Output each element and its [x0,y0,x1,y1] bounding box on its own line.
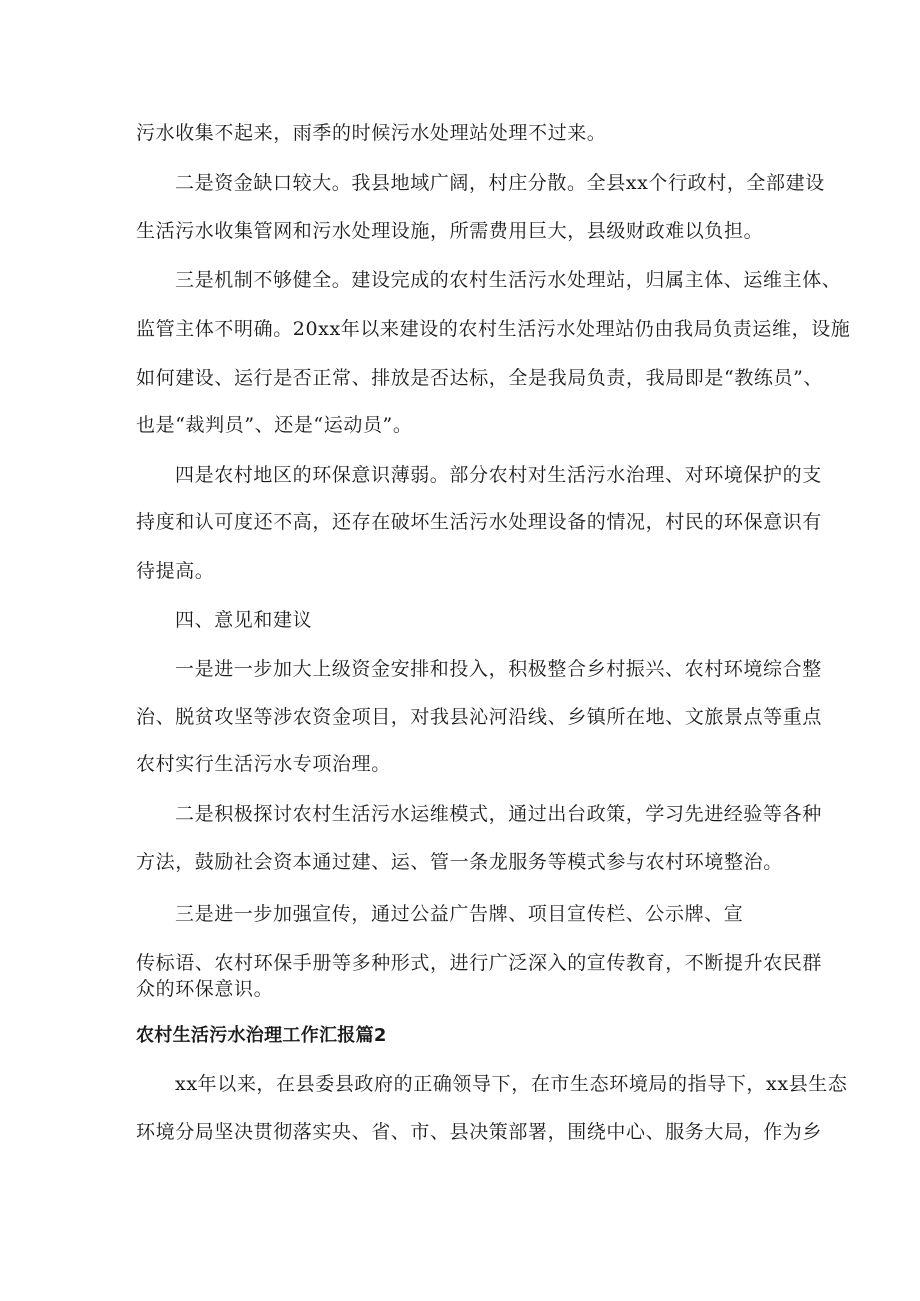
text-line: 众的环保意识。 [136,978,274,1000]
text-line: 三是进一步加强宣传，通过公益广告牌、项目宣传栏、公示牌、宣 [175,903,744,925]
text-line: 传标语、农村环保手册等多种形式，进行广泛深入的宣传教育，不断提升农民群 [136,952,823,974]
text-line: 监管主体不明确。20xx年以来建设的农村生活污水处理站仍由我局负责运维，设施 [136,318,851,340]
text-line: 污水收集不起来，雨季的时候污水处理站处理不过来。 [136,122,607,144]
text-line: 治、脱贫攻坚等涉农资金项目，对我县沁河沿线、乡镇所在地、文旅景点等重点 [136,706,823,728]
article-heading: 农村生活污水治理工作汇报篇2 [136,1025,387,1046]
text-line: 待提高。 [136,560,215,582]
text-line: 持度和认可度还不高，还存在破坏生活污水处理设备的情况，村民的环保意识有 [136,511,823,533]
text-line: 三是机制不够健全。建设完成的农村生活污水处理站，归属主体、运维主体、 [175,269,842,291]
text-line: 方法，鼓励社会资本通过建、运、管一条龙服务等模式参与农村环境整治。 [136,851,783,873]
text-line: 生活污水收集管网和污水处理设施，所需费用巨大，县级财政难以负担。 [136,220,764,242]
text-line: 农村实行生活污水专项治理。 [136,753,391,775]
text-line: 二是资金缺口较大。我县地域广阔，村庄分散。全县xx个行政村，全部建设 [175,172,825,194]
text-line: 二是积极探讨农村生活污水运维模式，通过出台政策，学习先进经验等各种 [175,803,822,825]
text-line: 一是进一步加大上级资金安排和投入，积极整合乡村振兴、农村环境综合整 [175,658,822,680]
text-line: 如何建设、运行是否正常、排放是否达标，全是我局负责，我局即是“教练员”、 [136,367,824,389]
text-line: 也是“裁判员”、还是“运动员”。 [136,414,413,436]
text-line: 四是农村地区的环保意识薄弱。部分农村对生活污水治理、对环境保护的支 [175,464,822,486]
section-heading: 四、意见和建议 [175,609,313,631]
text-line: 环境分局坚决贯彻落实央、省、市、县决策部署，围绕中心、服务大局，作为乡 [136,1121,823,1143]
text-line: xx年以来，在县委县政府的正确领导下，在市生态环境局的指导下，xx县生态 [175,1073,848,1095]
